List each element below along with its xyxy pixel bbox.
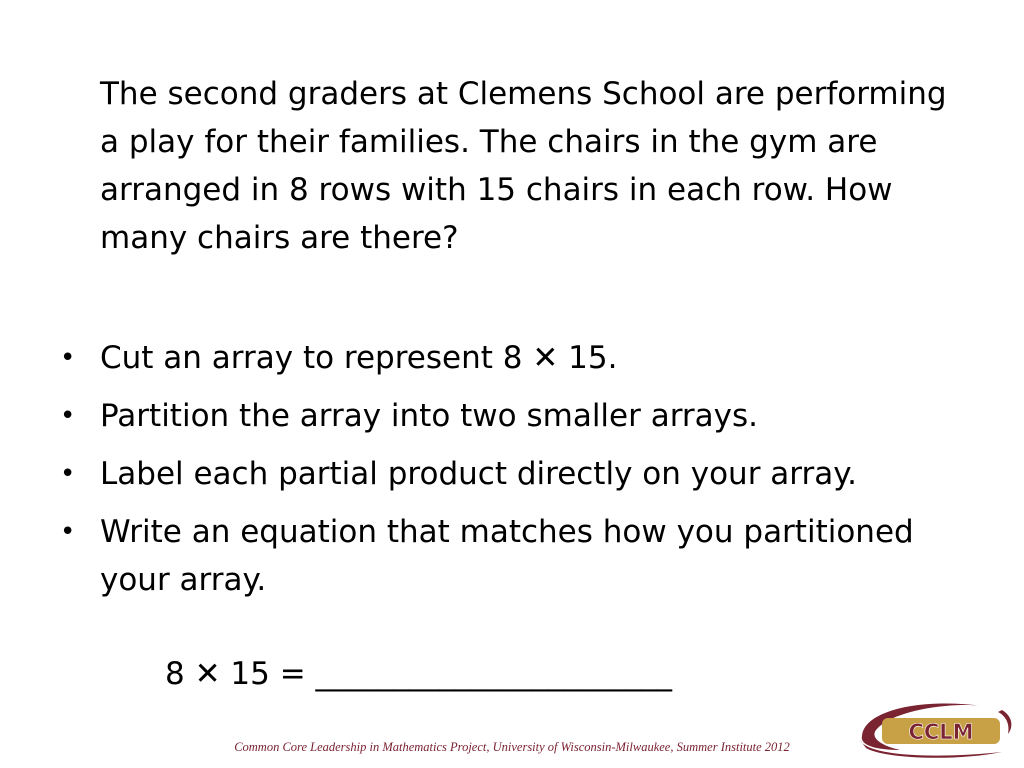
logo-text: CCLM: [908, 720, 974, 744]
bullet-icon: •: [60, 517, 76, 547]
instruction-text: Write an equation that matches how you partitioned your array.: [100, 514, 914, 598]
instruction-item: [58, 450, 988, 498]
instruction-text: Cut an array to represent 8 ✕ 15.: [100, 340, 618, 376]
footer-credit: Common Core Leadership in Mathematics Project, University of Wisconsin-Milwaukee, Summer Institute 2012: [234, 740, 790, 754]
instruction-text: Label each partial product directly on your array.: [100, 456, 858, 492]
instruction-item: [58, 334, 988, 382]
instruction-list: [58, 334, 988, 614]
bullet-icon: •: [60, 401, 76, 431]
logo-swoosh-right: [998, 710, 1011, 734]
equation-prompt: 8 ✕ 15 = _______________________: [165, 656, 673, 692]
bullet-icon: •: [60, 459, 76, 489]
instruction-item: [58, 508, 988, 604]
instruction-text: Partition the array into two smaller arrays.: [100, 398, 759, 434]
instruction-item: [58, 392, 988, 440]
word-problem-text: The second graders at Clemens School are performing a play for their families. The chairs in the gym are arranged in 8 rows with 15 chairs in each row. How many chairs are there?: [100, 76, 947, 256]
bullet-icon: •: [60, 343, 76, 373]
